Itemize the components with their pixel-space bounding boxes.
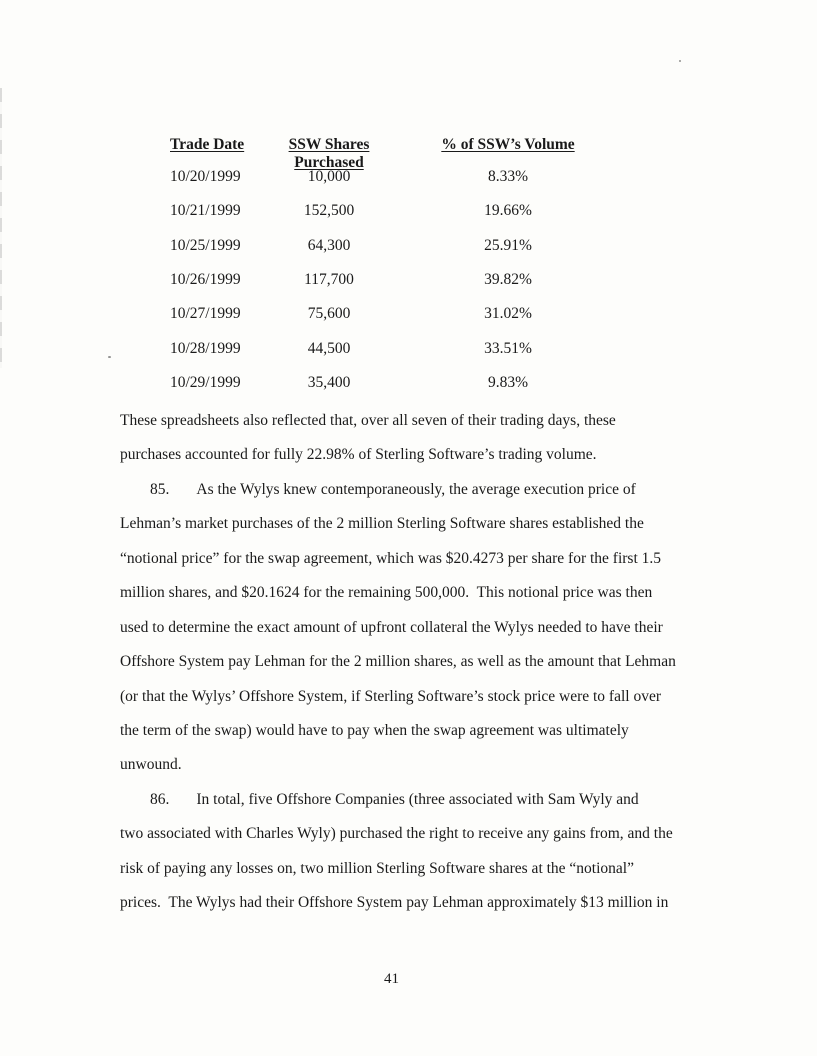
trade-date-cell: 10/28/1999: [170, 339, 241, 357]
trades-table: [170, 136, 582, 408]
volume-cell: 25.91%: [484, 236, 532, 254]
shares-cell: 117,700: [304, 271, 354, 289]
trade-date-cell: 10/20/1999: [170, 168, 241, 185]
column-header-shares-purchased: SSW Shares Purchased: [288, 136, 370, 171]
text-line: Offshore System pay Lehman for the 2 million shares, as well as the amount that Lehman: [120, 653, 676, 671]
table-row: [170, 168, 582, 202]
trade-date-cell: 10/27/1999: [170, 305, 241, 323]
paragraph-number: 85.: [150, 480, 170, 498]
table-row: [170, 340, 582, 374]
table-row: [170, 271, 582, 305]
trade-date-cell: 10/21/1999: [170, 202, 241, 220]
text-line: risk of paying any losses on, two million Sterling Software shares at the “notional”: [120, 859, 634, 877]
text-line: Lehman’s market purchases of the 2 million Sterling Software shares established the: [120, 515, 644, 533]
body-text: [120, 404, 680, 921]
text-line: These spreadsheets also reflected that, over all seven of their trading days, these: [120, 412, 616, 429]
text-line: million shares, and $20.1624 for the remaining 500,000. This notional price was then: [120, 584, 653, 602]
text-line: As the Wylys knew contemporaneously, the average execution price of: [196, 480, 636, 498]
trade-date-cell: 10/25/1999: [170, 236, 241, 254]
volume-cell: 9.83%: [487, 374, 529, 392]
volume-cell: 19.66%: [484, 202, 532, 220]
shares-cell: 152,500: [303, 202, 355, 220]
paragraph-85-first-line: [120, 473, 680, 507]
trade-date-cell: 10/26/1999: [170, 271, 241, 289]
table-row: [170, 305, 582, 339]
page-number: 41: [384, 971, 399, 987]
text-line: prices. The Wylys had their Offshore System pay Lehman approximately $13 million in: [120, 894, 669, 912]
volume-cell: 31.02%: [484, 305, 532, 323]
paragraph-86-first-line: [120, 783, 680, 817]
shares-cell: 44,500: [307, 339, 351, 357]
volume-cell: 33.51%: [484, 339, 532, 357]
text-line: purchases accounted for fully 22.98% of Sterling Software’s trading volume.: [120, 446, 597, 464]
shares-cell: 64,300: [307, 236, 351, 254]
text-line: (or that the Wylys’ Offshore System, if Sterling Software’s stock price were to fall over: [120, 687, 662, 705]
column-header-volume-percent: % of SSW’s Volume: [441, 136, 575, 153]
text-line: used to determine the exact amount of upfront collateral the Wylys needed to have their: [120, 618, 663, 636]
volume-cell: 39.82%: [484, 271, 532, 289]
table-row: [170, 202, 582, 236]
text-line: unwound.: [120, 756, 182, 774]
scan-artifact: [0, 88, 2, 368]
table-row: [170, 237, 582, 271]
text-line: “notional price” for the swap agreement, which was $20.4273 per share for the first 1.5: [120, 549, 662, 567]
scan-speck: [679, 60, 681, 62]
shares-cell: 10,000: [307, 168, 351, 185]
scan-speck: [108, 356, 111, 358]
text-line: two associated with Charles Wyly) purchased the right to receive any gains from, and the: [120, 825, 673, 843]
paragraph-number: 86.: [150, 790, 170, 808]
shares-cell: 75,600: [307, 305, 351, 323]
table-header-row: [170, 136, 582, 171]
volume-cell: 8.33%: [487, 168, 529, 185]
trade-date-cell: 10/29/1999: [170, 374, 241, 392]
text-line: In total, five Offshore Companies (three associated with Sam Wyly and: [196, 790, 639, 808]
shares-cell: 35,400: [307, 374, 351, 392]
text-line: the term of the swap) would have to pay when the swap agreement was ultimately: [120, 721, 629, 739]
column-header-trade-date: Trade Date: [170, 136, 245, 153]
